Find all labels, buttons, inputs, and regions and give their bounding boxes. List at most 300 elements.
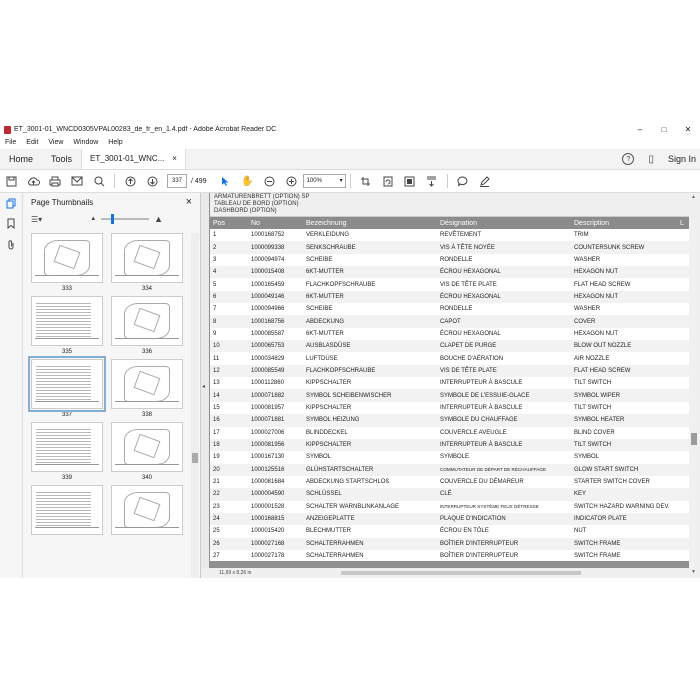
- cell-designation: COUVERCLE AVEUGLE: [440, 429, 507, 436]
- cell-no: 1000015408: [248, 266, 303, 278]
- cell-pos: 20: [210, 464, 248, 476]
- thumbnail-table-lines: [36, 303, 91, 337]
- cell-bezeichnung: SENKSCHRAUBE: [303, 241, 437, 253]
- zoom-level-value: 100%: [306, 178, 322, 184]
- horizontal-scroll-thumb[interactable]: [341, 571, 581, 575]
- page-thumbnail[interactable]: [31, 233, 103, 292]
- table-row: [210, 439, 689, 451]
- table-row: [210, 315, 689, 327]
- cell-bezeichnung: BLINDDECKEL: [306, 429, 348, 436]
- page-thumbnail[interactable]: [111, 359, 183, 418]
- table-row: [210, 402, 689, 414]
- thumbnail-footer: [35, 401, 99, 405]
- cell-designation: CLAPET DE PURGE: [437, 340, 571, 352]
- cell-no: 1000027168: [248, 538, 303, 550]
- table-header-row: [210, 217, 689, 229]
- cell-no: 1000071882: [248, 389, 303, 401]
- table-row: [210, 488, 689, 500]
- thumbnail-page-number: 333: [61, 286, 72, 292]
- thumbnail-image[interactable]: [31, 233, 103, 283]
- table-row: [210, 328, 689, 340]
- upload-cloud-icon[interactable]: [22, 171, 44, 191]
- menu-file[interactable]: File: [5, 139, 17, 146]
- cell-pos: 16: [210, 414, 248, 426]
- cell-l: [677, 254, 689, 266]
- comment-icon[interactable]: [452, 171, 474, 191]
- panel-scrollbar[interactable]: [191, 233, 199, 578]
- thumbnail-image[interactable]: [111, 296, 183, 346]
- page-thumbnail[interactable]: [31, 296, 103, 355]
- cell-description: COVER: [571, 315, 677, 327]
- cell-l: [677, 402, 689, 414]
- table-row: [210, 389, 689, 401]
- cell-bezeichnung: FLACHKOPFSCHRAUBE: [303, 365, 437, 377]
- table-row: [210, 291, 689, 303]
- table-row: [210, 451, 689, 463]
- thumbnail-row: [23, 359, 191, 418]
- thumbnail-image[interactable]: [111, 233, 183, 283]
- cell-description: TILT SWITCH: [571, 439, 677, 451]
- cell-description: AIR NOZZLE: [574, 355, 610, 362]
- scroll-up-icon[interactable]: ▲: [691, 194, 696, 200]
- cell-l: [677, 291, 689, 303]
- collapse-arrow-icon[interactable]: ◂: [202, 384, 206, 390]
- cell-pos: 1: [213, 232, 217, 239]
- thumbnail-image[interactable]: [31, 422, 103, 472]
- zoom-level-select[interactable]: [303, 174, 346, 188]
- cell-l: [677, 550, 689, 561]
- cell-pos: 17: [213, 429, 220, 436]
- table-row: [210, 303, 689, 315]
- cell-no: 1000027178: [251, 553, 285, 560]
- thumbnail-size-slider[interactable]: [101, 218, 149, 220]
- next-page-icon[interactable]: [141, 171, 163, 191]
- cell-l: [677, 501, 689, 513]
- page-thumbnail[interactable]: [31, 422, 103, 481]
- cell-l: [677, 464, 689, 476]
- zoom-out-icon[interactable]: [259, 171, 281, 191]
- col-bezeichnung: Bezeichnung: [303, 217, 437, 229]
- cell-description: SWITCH FRAME: [574, 553, 621, 560]
- cell-l: [677, 525, 689, 537]
- header-line-fr: TABLEAU DE BORD (OPTION): [214, 201, 299, 207]
- cell-designation: VIS À TÊTE NOYÉE: [437, 241, 571, 253]
- cell-description: TRIM: [574, 232, 589, 239]
- cell-bezeichnung: SCHEIBE: [306, 256, 333, 263]
- cell-pos: 23: [213, 503, 220, 510]
- cell-l: [677, 352, 689, 364]
- table-row: [210, 525, 689, 537]
- cell-description: SYMBOL WIPER: [571, 389, 677, 401]
- thumbnail-image[interactable]: [31, 485, 103, 535]
- previous-page-icon[interactable]: [119, 171, 141, 191]
- page-thumbnail[interactable]: [111, 296, 183, 355]
- cell-designation: CLÉ: [437, 488, 571, 500]
- cell-pos: 8: [210, 315, 248, 327]
- table-row: [210, 414, 689, 426]
- cell-pos: 13: [213, 380, 220, 387]
- large-mountain-icon: ▲: [154, 214, 164, 224]
- cell-designation: INTERRUPTEUR À BASCULE: [440, 380, 523, 387]
- cell-pos: 22: [210, 488, 248, 500]
- cell-description: FLAT HEAD SCREW: [571, 365, 677, 377]
- acrobat-window: [0, 122, 700, 578]
- cell-l: [677, 266, 689, 278]
- cell-pos: 10: [210, 340, 248, 352]
- cell-no: 1000168756: [248, 315, 303, 327]
- thumbnail-row: [23, 485, 191, 538]
- cell-l: [677, 389, 689, 401]
- cell-pos: 12: [210, 365, 248, 377]
- thumbnail-footer: [115, 275, 179, 279]
- thumbnail-footer: [35, 275, 99, 279]
- cell-description: HEXAGON NUT: [571, 266, 677, 278]
- cell-bezeichnung: ABDECKUNG STARTSCHLOß: [306, 479, 390, 486]
- cell-no: 1000034829: [251, 355, 285, 362]
- cell-designation: VIS DE TÊTE PLATE: [440, 281, 497, 288]
- tab-home[interactable]: Home: [9, 154, 34, 164]
- table-row: [210, 340, 689, 352]
- cell-designation: INTERRUPTEUR À BASCULE: [440, 404, 523, 411]
- cell-pos: 5: [213, 281, 217, 288]
- thumbnail-footer: [115, 338, 179, 342]
- cell-description: BLOW OUT NOZZLE: [571, 340, 677, 352]
- cell-pos: 4: [210, 266, 248, 278]
- cell-bezeichnung: SCHALTERRAHMEN: [303, 538, 437, 550]
- cell-pos: 19: [213, 454, 220, 461]
- thumbnail-image[interactable]: [111, 485, 183, 535]
- cell-designation: PLAQUE D'INDICATION: [437, 513, 571, 525]
- slider-knob[interactable]: [111, 214, 114, 224]
- collapse-panel-handle[interactable]: [201, 193, 209, 571]
- cell-l: [677, 538, 689, 550]
- thumbnail-footer: [115, 527, 179, 531]
- cell-pos: 15: [213, 404, 220, 411]
- thumbnail-page-number: 337: [61, 412, 72, 418]
- thumbnail-footer: [35, 464, 99, 468]
- scroll-down-icon[interactable]: ▼: [691, 569, 696, 575]
- cell-description: FLAT HEAD SCREW: [574, 281, 631, 288]
- cell-bezeichnung: SYMBOL HEIZUNG: [303, 414, 437, 426]
- cell-no: 1000027006: [251, 429, 285, 436]
- cell-no: 1000125516: [248, 464, 303, 476]
- tab-tools[interactable]: Tools: [51, 154, 73, 164]
- thumbnail-page-number: 335: [61, 349, 72, 355]
- cell-no: 1000081956: [248, 439, 303, 451]
- crop-icon[interactable]: [355, 171, 377, 191]
- cell-no: 1000165459: [251, 281, 285, 288]
- thumbnail-footer: [35, 338, 99, 342]
- cell-no: 1000015420: [251, 528, 285, 535]
- thumbnail-image[interactable]: [31, 296, 103, 346]
- cell-l: [677, 451, 689, 463]
- table-row: [210, 241, 689, 253]
- thumbnail-table-lines: [36, 492, 91, 526]
- cell-no: 1000085549: [248, 365, 303, 377]
- table-row: [210, 501, 689, 513]
- thumbnail-list: [23, 233, 191, 578]
- cell-designation: CAPOT: [437, 315, 571, 327]
- zoom-in-icon[interactable]: [281, 171, 303, 191]
- page-number-input[interactable]: 337: [167, 174, 187, 188]
- cell-description: KEY: [571, 488, 677, 500]
- cell-l: [677, 488, 689, 500]
- table-row: [210, 352, 689, 364]
- table-row: [210, 476, 689, 488]
- thumbnail-row: [23, 233, 191, 292]
- close-window-button[interactable]: ✕: [684, 125, 692, 134]
- cell-l: [677, 315, 689, 327]
- thumbnail-page-number: 334: [141, 286, 152, 292]
- cell-no: 1000065753: [248, 340, 303, 352]
- cell-no: 1000167130: [251, 454, 285, 461]
- cell-bezeichnung: 6KT-MUTTER: [303, 291, 437, 303]
- cell-pos: 21: [213, 479, 220, 486]
- cell-pos: 27: [213, 553, 220, 560]
- thumbnail-table-lines: [36, 429, 91, 463]
- cell-no: 1000112860: [251, 380, 284, 387]
- header-line-de: ARMATURENBRETT (OPTION) SP: [214, 194, 310, 200]
- cell-bezeichnung: SCHLÜSSEL: [303, 488, 437, 500]
- cell-no: 1000094974: [251, 256, 285, 263]
- cell-pos: 11: [213, 355, 220, 362]
- cell-designation: ÉCROU HEXAGONAL: [437, 266, 571, 278]
- cell-bezeichnung: ANZEIGEPLATTE: [303, 513, 437, 525]
- thumbnail-footer: [115, 401, 179, 405]
- cell-description: BLIND COVER: [574, 429, 615, 436]
- thumbnail-image[interactable]: [111, 359, 183, 409]
- cell-designation: SYMBOLE DU CHAUFFAGE: [437, 414, 571, 426]
- mobile-link-icon[interactable]: ▯: [648, 153, 654, 165]
- page-thumbnail[interactable]: [111, 485, 183, 538]
- cell-l: [677, 439, 689, 451]
- print-icon[interactable]: [44, 171, 66, 191]
- cell-pos: 6: [210, 291, 248, 303]
- thumbnail-image[interactable]: [111, 422, 183, 472]
- cell-pos: 24: [210, 513, 248, 525]
- cell-bezeichnung: FLACHKOPFSCHRAUBE: [306, 281, 376, 288]
- table-row: [210, 365, 689, 377]
- cell-description: TILT SWITCH: [574, 380, 612, 387]
- panel-scroll-thumb[interactable]: [192, 453, 198, 463]
- cell-l: [677, 365, 689, 377]
- page-thumbnails-panel: [23, 193, 201, 578]
- cell-designation: ÉCROU EN TÔLE: [440, 528, 489, 535]
- cell-designation: VIS DE TÊTE PLATE: [437, 365, 571, 377]
- document-horizontal-scrollbar[interactable]: [201, 568, 689, 578]
- cell-l: [677, 427, 689, 439]
- cell-bezeichnung: BLECHMUTTER: [306, 528, 352, 535]
- page-thumbnail[interactable]: [111, 422, 183, 481]
- col-l: L: [677, 217, 689, 229]
- bookmark-icon[interactable]: [0, 214, 22, 234]
- cell-pos: 14: [210, 389, 248, 401]
- options-menu-icon[interactable]: ☰▾: [31, 214, 43, 224]
- table-row: [210, 464, 689, 476]
- document-vertical-scrollbar[interactable]: [689, 193, 700, 578]
- document-view[interactable]: [201, 193, 689, 578]
- cell-description: TILT SWITCH: [574, 404, 612, 411]
- cell-l: [677, 340, 689, 352]
- thumbnail-footer: [35, 527, 99, 531]
- cell-designation: ÉCROU HEXAGONAL: [437, 291, 571, 303]
- page-header: [210, 193, 689, 217]
- cell-l: [677, 513, 689, 525]
- panel-title: Page Thumbnails: [31, 197, 94, 207]
- toolbar-divider: [447, 174, 448, 188]
- panel-header: [23, 193, 200, 211]
- col-pos: Pos: [210, 217, 248, 229]
- close-panel-icon[interactable]: ×: [185, 196, 192, 208]
- highlight-pen-icon[interactable]: [474, 171, 496, 191]
- cell-designation: BOÎTIER D'INTERRUPTEUR: [440, 553, 519, 560]
- table-row: [210, 538, 689, 550]
- cell-bezeichnung: SCHALTERRAHMEN: [306, 553, 364, 560]
- thumbnail-image[interactable]: [31, 359, 103, 409]
- menu-view[interactable]: View: [48, 139, 64, 146]
- cell-l: [677, 241, 689, 253]
- cell-designation: BOÎTIER D'INTERRUPTEUR: [437, 538, 571, 550]
- tab-document-label: ET_3001-01_WNC...: [90, 154, 165, 163]
- cell-designation: INTERRUPTEUR À BASCULE: [437, 439, 571, 451]
- page-thumbnail[interactable]: [31, 485, 103, 538]
- sign-in-button[interactable]: Sign In: [667, 154, 696, 164]
- page-size-label: 11,69 x 8,26 in: [219, 570, 252, 576]
- thumbnail-row: [23, 422, 191, 481]
- main-toolbar: [0, 170, 700, 193]
- cell-bezeichnung: SYMBOL: [306, 454, 332, 461]
- cell-no: 1000168752: [251, 232, 285, 239]
- table-row: [210, 254, 689, 266]
- cell-bezeichnung: KIPPSCHALTER: [306, 380, 352, 387]
- email-icon[interactable]: [66, 171, 88, 191]
- cell-l: [677, 377, 689, 389]
- cell-description: NUT: [574, 528, 587, 535]
- cell-no: 1000081684: [251, 479, 285, 486]
- col-no: No: [248, 217, 303, 229]
- col-designation: Désignation: [437, 217, 571, 229]
- thumbnail-page-number: 340: [141, 475, 152, 481]
- cell-no: 1000094966: [251, 306, 285, 313]
- cell-no: 1000071881: [248, 414, 303, 426]
- fit-page-icon[interactable]: [399, 171, 421, 191]
- minimize-button[interactable]: –: [637, 125, 643, 134]
- title-bar: [0, 122, 700, 137]
- cell-l: [677, 278, 689, 290]
- cell-no: 1000004590: [248, 488, 303, 500]
- tab-bar: [0, 149, 700, 170]
- pdf-page: [210, 193, 689, 561]
- cell-description: GLOW START SWITCH: [571, 464, 677, 476]
- cell-bezeichnung: KIPPSCHALTER: [306, 404, 352, 411]
- cell-description: HEXAGON NUT: [571, 291, 677, 303]
- cell-pos: 25: [213, 528, 220, 535]
- table-row: [210, 513, 689, 525]
- page-thumbnails-icon[interactable]: [0, 193, 22, 213]
- cell-no: 1000001528: [251, 503, 285, 510]
- cell-designation: INTERRUPTEUR SYSTÈME FEUX DÉTRESSE: [440, 504, 539, 510]
- search-icon[interactable]: [88, 171, 110, 191]
- cell-bezeichnung: ABDECKUNG: [303, 315, 437, 327]
- table-row: [210, 550, 689, 561]
- save-icon[interactable]: [0, 171, 22, 191]
- page-thumbnail[interactable]: [111, 233, 183, 292]
- cell-l: [677, 414, 689, 426]
- cell-pos: 9: [213, 330, 217, 337]
- header-line-en: DASHBORD (OPTION): [214, 208, 277, 214]
- thumbnail-footer: [115, 464, 179, 468]
- cell-pos: 26: [210, 538, 248, 550]
- hand-tool-icon[interactable]: ✋: [241, 175, 254, 187]
- cell-designation: COMMUTATEUR DE DÉPART DE RÉCHAUFFAGE: [437, 464, 571, 476]
- menu-help[interactable]: Help: [108, 139, 123, 146]
- panel-tools: [23, 211, 200, 227]
- cell-no: 1000085587: [251, 330, 285, 337]
- col-description: Description: [571, 217, 677, 229]
- cell-description: HEXAGON NUT: [574, 330, 619, 337]
- window-title: ET_3001-01_WNCD0305VPAL00283_de_fr_en_1.4.pdf - Adobe Acrobat Reader DC: [14, 126, 277, 133]
- cell-bezeichnung: 6KT-MUTTER: [303, 266, 437, 278]
- thumbnail-table-lines: [36, 366, 91, 400]
- cell-description: SYMBOL HEATER: [571, 414, 677, 426]
- document-scroll-thumb[interactable]: [691, 433, 697, 445]
- page-total: / 499: [191, 177, 207, 185]
- cell-designation: SYMBOLE DE L'ESSUIE-GLACE: [437, 389, 571, 401]
- scroll-mode-icon[interactable]: [421, 171, 443, 191]
- cell-description: COUNTERSUNK SCREW: [571, 241, 677, 253]
- cell-pos: 3: [213, 256, 217, 263]
- pdf-file-icon: [4, 126, 11, 134]
- cell-bezeichnung: SCHALTER WARNBLINKANLAGE: [306, 503, 400, 510]
- left-navigation-rail: [0, 193, 23, 578]
- cell-designation: REVÊTEMENT: [440, 232, 482, 239]
- cell-l: [677, 303, 689, 315]
- cell-bezeichnung: 6KT-MUTTER: [306, 330, 344, 337]
- table-row: [210, 377, 689, 389]
- tab-document[interactable]: [81, 149, 186, 169]
- cell-description: STARTER SWITCH COVER: [574, 479, 650, 486]
- close-tab-icon[interactable]: ×: [172, 154, 177, 163]
- cell-pos: 18: [210, 439, 248, 451]
- parts-table: [210, 217, 689, 561]
- menu-window[interactable]: Window: [73, 139, 99, 146]
- cell-no: 1000168815: [248, 513, 303, 525]
- rotate-page-icon[interactable]: [377, 171, 399, 191]
- maximize-button[interactable]: □: [661, 125, 667, 134]
- menu-edit[interactable]: Edit: [26, 139, 39, 146]
- page-thumbnail[interactable]: [31, 359, 103, 418]
- cell-bezeichnung: LUFTDÜSE: [306, 355, 338, 362]
- thumbnail-page-number: 339: [61, 475, 72, 481]
- cell-designation: ÉCROU HEXAGONAL: [440, 330, 501, 337]
- small-mountain-icon: ▲: [90, 216, 97, 222]
- cell-bezeichnung: KIPPSCHALTER: [303, 439, 437, 451]
- cell-bezeichnung: VERKLEIDUNG: [306, 232, 350, 239]
- table-row: [210, 427, 689, 439]
- cell-designation: COUVERCLE DU DÉMAREUR: [440, 479, 524, 486]
- select-cursor-icon[interactable]: [215, 171, 237, 191]
- cell-no: 1000081957: [251, 404, 285, 411]
- menu-bar: [0, 137, 128, 149]
- attachment-icon[interactable]: [0, 234, 22, 254]
- table-row: [210, 229, 689, 241]
- help-icon[interactable]: ?: [622, 153, 634, 165]
- thumbnail-row: [23, 296, 191, 355]
- table-row: [210, 278, 689, 290]
- cell-description: WASHER: [574, 306, 601, 313]
- cell-no: 1000049146: [248, 291, 303, 303]
- cell-no: 1000099338: [248, 241, 303, 253]
